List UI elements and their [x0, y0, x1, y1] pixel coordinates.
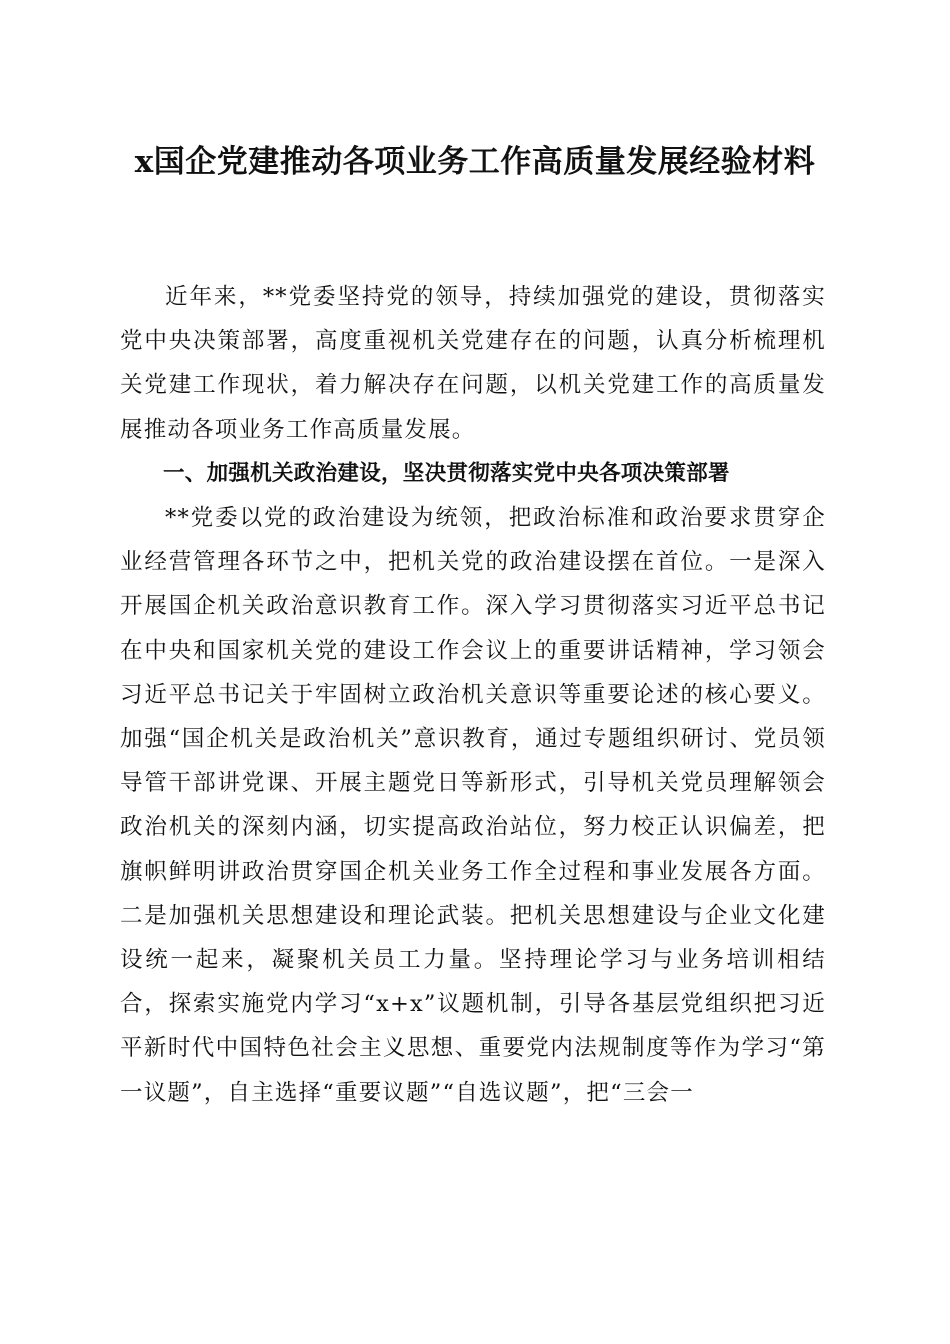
section-1-heading: 一、加强机关政治建设，坚决贯彻落实党中央各项决策部署	[163, 460, 730, 486]
intro-paragraph: 近年来，**党委坚持党的领导，持续加强党的建设，贯彻落实党中央决策部署，高度重视机关党建存在的问题，认真分析梳理机关党建工作现状，着力解决存在问题，以机关党建工作的高质量发展推动各项业务工作高质量发展。	[120, 284, 826, 443]
document-body	[120, 275, 826, 1115]
section-1-paragraph: **党委以党的政治建设为统领，把政治标准和政治要求贯穿企业经营管理各环节之中，把机关党的政治建设摆在首位。一是深入开展国企机关政治意识教育工作。深入学习贯彻落实习近平总书记在中央和国家机关党的建设工作会议上的重要讲话精神，学习领会习近平总书记关于牢固树立政治机关意识等重要论述的核心要义。加强“国企机关是政治机关”意识教育，通过专题组织研讨、党员领导管干部讲党课、开展主题党日等新形式，引导机关党员理解领会政治机关的深刻内涵，切实提高政治站位，努力校正认识偏差，把旗帜鲜明讲政治贯穿国企机关业务工作全过程和事业发展各方面。二是加强机关思想建设和理论武装。把机关思想建设与企业文化建设统一起来，凝聚机关员工力量。坚持理论学习与业务培训相结合，探索实施党内学习“x+x”议题机制，引导各基层党组织把习近平新时代中国特色社会主义思想、重要党内法规制度等作为学习“第一议题”，自主选择“重要议题”“自选议题”，把“三会一	[120, 505, 826, 1106]
document-title: x国企党建推动各项业务工作高质量发展经验材料	[134, 144, 816, 180]
